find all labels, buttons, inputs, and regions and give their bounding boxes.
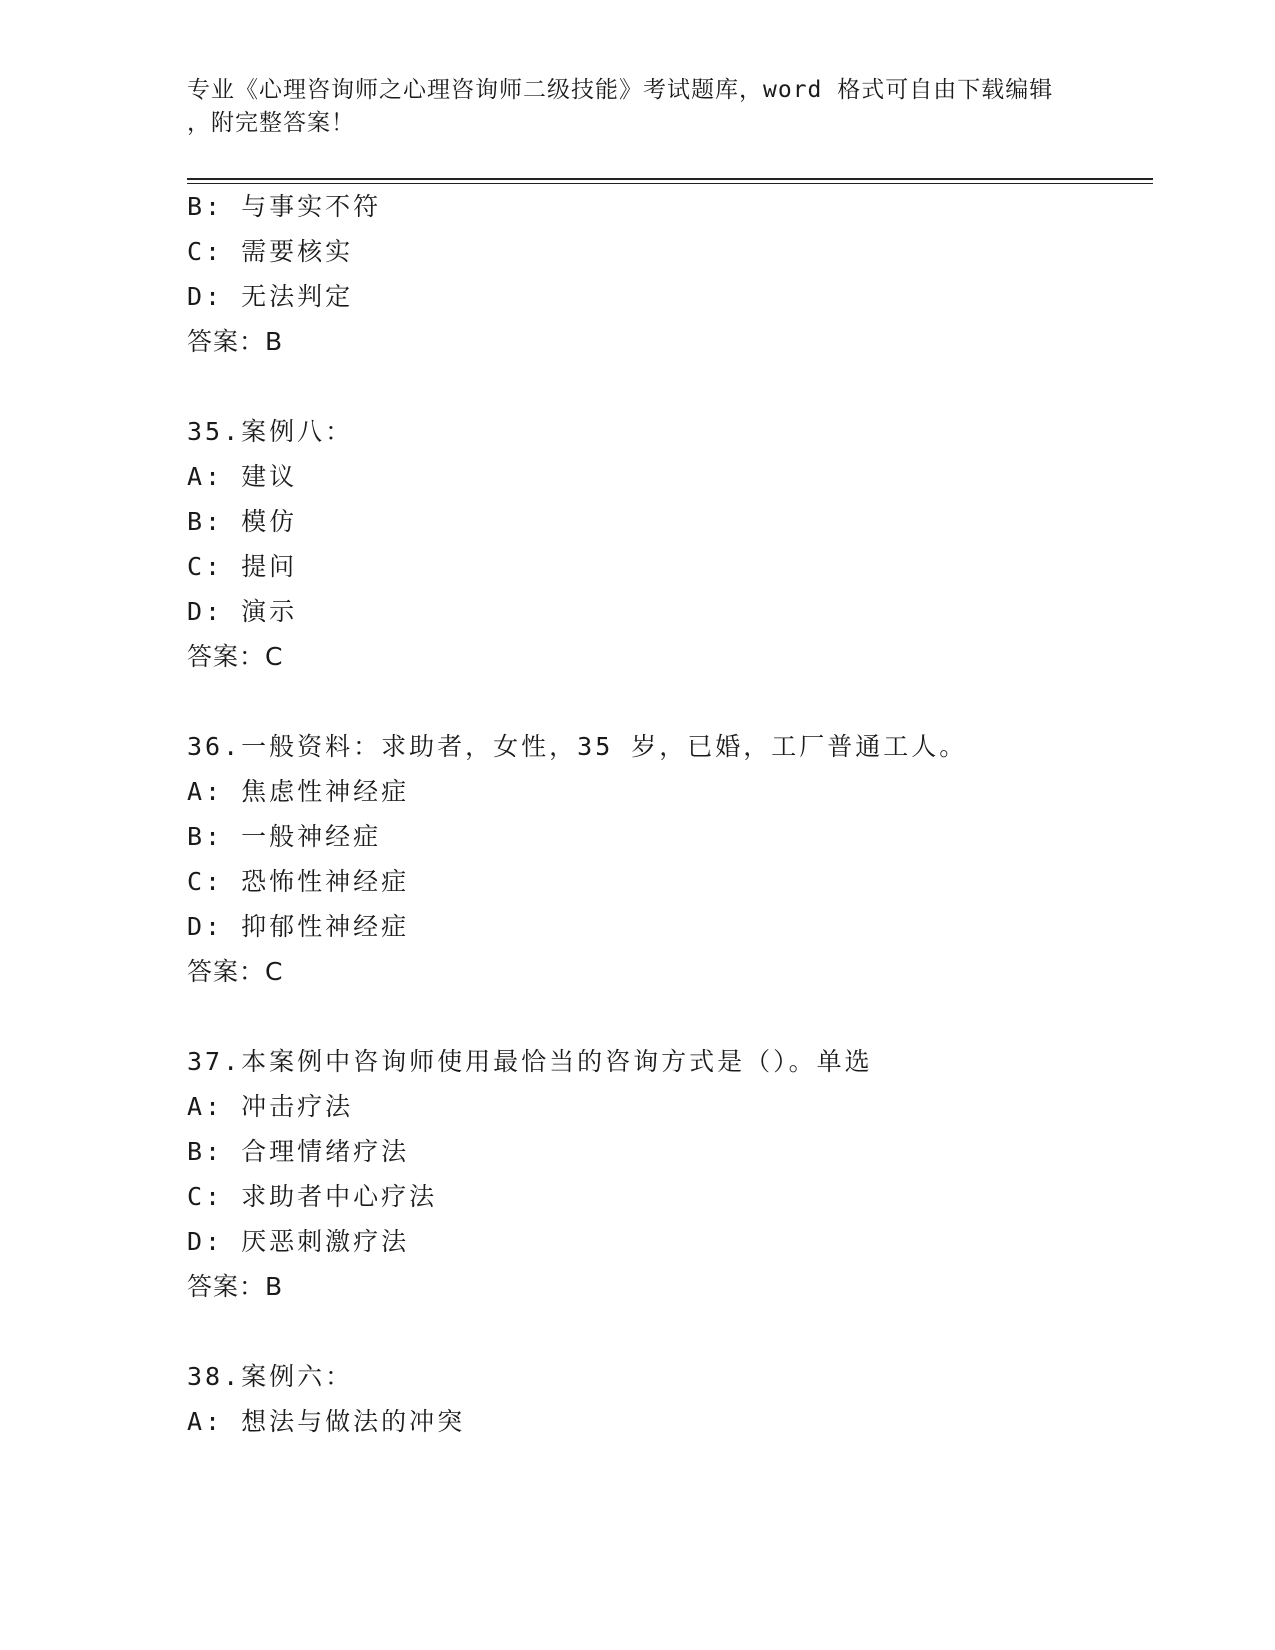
q35-option-b: B: 模仿 (187, 507, 298, 536)
q34-option-d: D: 无法判定 (187, 282, 354, 311)
q34-answer: 答案：B (187, 327, 284, 356)
q35-option-d: D: 演示 (187, 597, 298, 626)
header-line-1: 专业《心理咨询师之心理咨询师二级技能》考试题库，word 格式可自由下载编辑 (187, 77, 1054, 103)
document-header (187, 74, 1067, 140)
header-divider-thin (187, 183, 1153, 184)
q37-answer: 答案：B (187, 1272, 284, 1301)
q37-option-c: C: 求助者中心疗法 (187, 1182, 438, 1211)
q36-stem: 36.一般资料：求助者，女性，35 岁，已婚，工厂普通工人。 (187, 732, 968, 761)
header-divider-thick (187, 178, 1153, 180)
q35-answer: 答案：C (187, 642, 284, 671)
q36-option-a: A: 焦虑性神经症 (187, 777, 410, 806)
q37-option-d: D: 厌恶刺激疗法 (187, 1227, 410, 1256)
q34-option-c: C: 需要核实 (187, 237, 354, 266)
q34-option-b: B: 与事实不符 (187, 192, 382, 221)
q36-answer: 答案：C (187, 957, 284, 986)
q37-option-a: A: 冲击疗法 (187, 1092, 354, 1121)
q36-option-c: C: 恐怖性神经症 (187, 867, 410, 896)
q37-option-b: B: 合理情绪疗法 (187, 1137, 410, 1166)
q35-option-c: C: 提问 (187, 552, 298, 581)
q37-stem: 37.本案例中咨询师使用最恰当的咨询方式是（）。单选 (187, 1047, 873, 1076)
q35-option-a: A: 建议 (187, 462, 298, 491)
q38-stem: 38.案例六： (187, 1362, 354, 1391)
q38-option-a: A: 想法与做法的冲突 (187, 1407, 466, 1436)
q36-option-b: B: 一般神经症 (187, 822, 382, 851)
header-line-2: ，附完整答案！ (187, 110, 355, 136)
q35-stem: 35.案例八： (187, 417, 354, 446)
q36-option-d: D: 抑郁性神经症 (187, 912, 410, 941)
